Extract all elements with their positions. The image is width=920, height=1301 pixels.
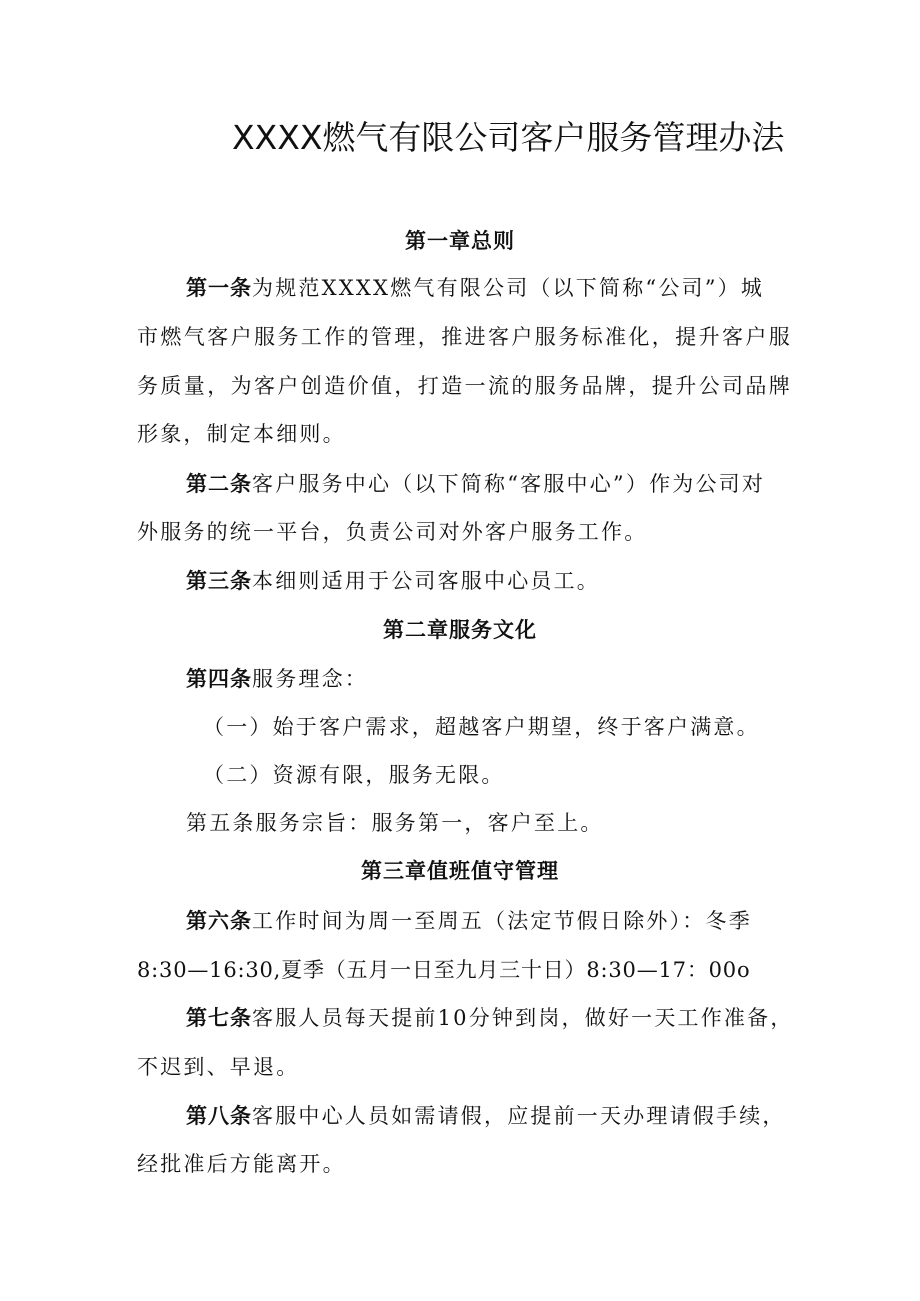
- article-8-line-1: [186, 1101, 786, 1131]
- article-8-label: 第八条: [186, 1104, 252, 1128]
- article-6-line-2: 8:30—16:30,夏季（五月一日至九月三十日）8:30—17：00o: [137, 958, 751, 982]
- article-7-label: 第七条: [186, 1006, 252, 1030]
- article-6-line-1: [186, 906, 752, 936]
- article-3-line-1: [186, 566, 600, 596]
- article-3-label: 第三条: [186, 569, 252, 593]
- article-2-line-1: [186, 469, 765, 499]
- article-3-text: 本细则适用于公司客服中心员工。: [252, 569, 600, 593]
- article-1-line-3: 务质量，为客户创造价值，打造一流的服务品牌，提升公司品牌: [137, 374, 793, 398]
- document-title: XXXX燃气有限公司客户服务管理办法: [232, 118, 785, 157]
- article-2-text: 客户服务中心（以下简称“客服中心”）作为公司对: [252, 472, 766, 496]
- article-6-text: 工作时间为周一至周五（法定节假日除外）：冬季: [252, 909, 752, 933]
- article-4-text: 服务理念：: [252, 667, 368, 691]
- article-1-text: 为规范XXXX燃气有限公司（以下简称“公司”）城: [252, 276, 765, 300]
- article-7-line-1: [186, 1003, 794, 1033]
- article-4-label: 第四条: [186, 667, 252, 691]
- chapter-heading-2: 第二章服务文化: [383, 618, 537, 642]
- article-2-label: 第二条: [186, 472, 252, 496]
- article-1-line-2: 市燃气客户服务工作的管理，推进客户服务标准化，提升客户服: [137, 325, 793, 349]
- chapter-heading-1: 第一章总则: [405, 229, 515, 253]
- chapter-heading-3: 第三章值班值守管理: [361, 859, 559, 883]
- article-4-line-1: [186, 664, 368, 694]
- article-2-line-2: 外服务的统一平台，负责公司对外客户服务工作。: [137, 520, 648, 544]
- article-1-line-1: [186, 273, 764, 303]
- article-8-text: 客服中心人员如需请假，应提前一天办理请假手续，: [252, 1104, 786, 1128]
- article-1-label: 第一条: [186, 276, 252, 300]
- article-4-item-1: （一）始于客户需求，超越客户期望，终于客户满意。: [203, 715, 760, 739]
- article-6-label: 第六条: [186, 909, 252, 933]
- article-7-text: 客服人员每天提前10分钟到岗，做好一天工作准备，: [252, 1006, 794, 1030]
- article-1-line-4: 形象，制定本细则。: [137, 422, 346, 446]
- article-7-line-2: 不迟到、早退。: [137, 1055, 300, 1079]
- article-8-line-2: 经批准后方能离开。: [137, 1152, 346, 1176]
- article-5-line-1: 第五条服务宗旨：服务第一，客户至上。: [186, 811, 604, 835]
- article-4-item-2: （二）资源有限，服务无限。: [203, 763, 505, 787]
